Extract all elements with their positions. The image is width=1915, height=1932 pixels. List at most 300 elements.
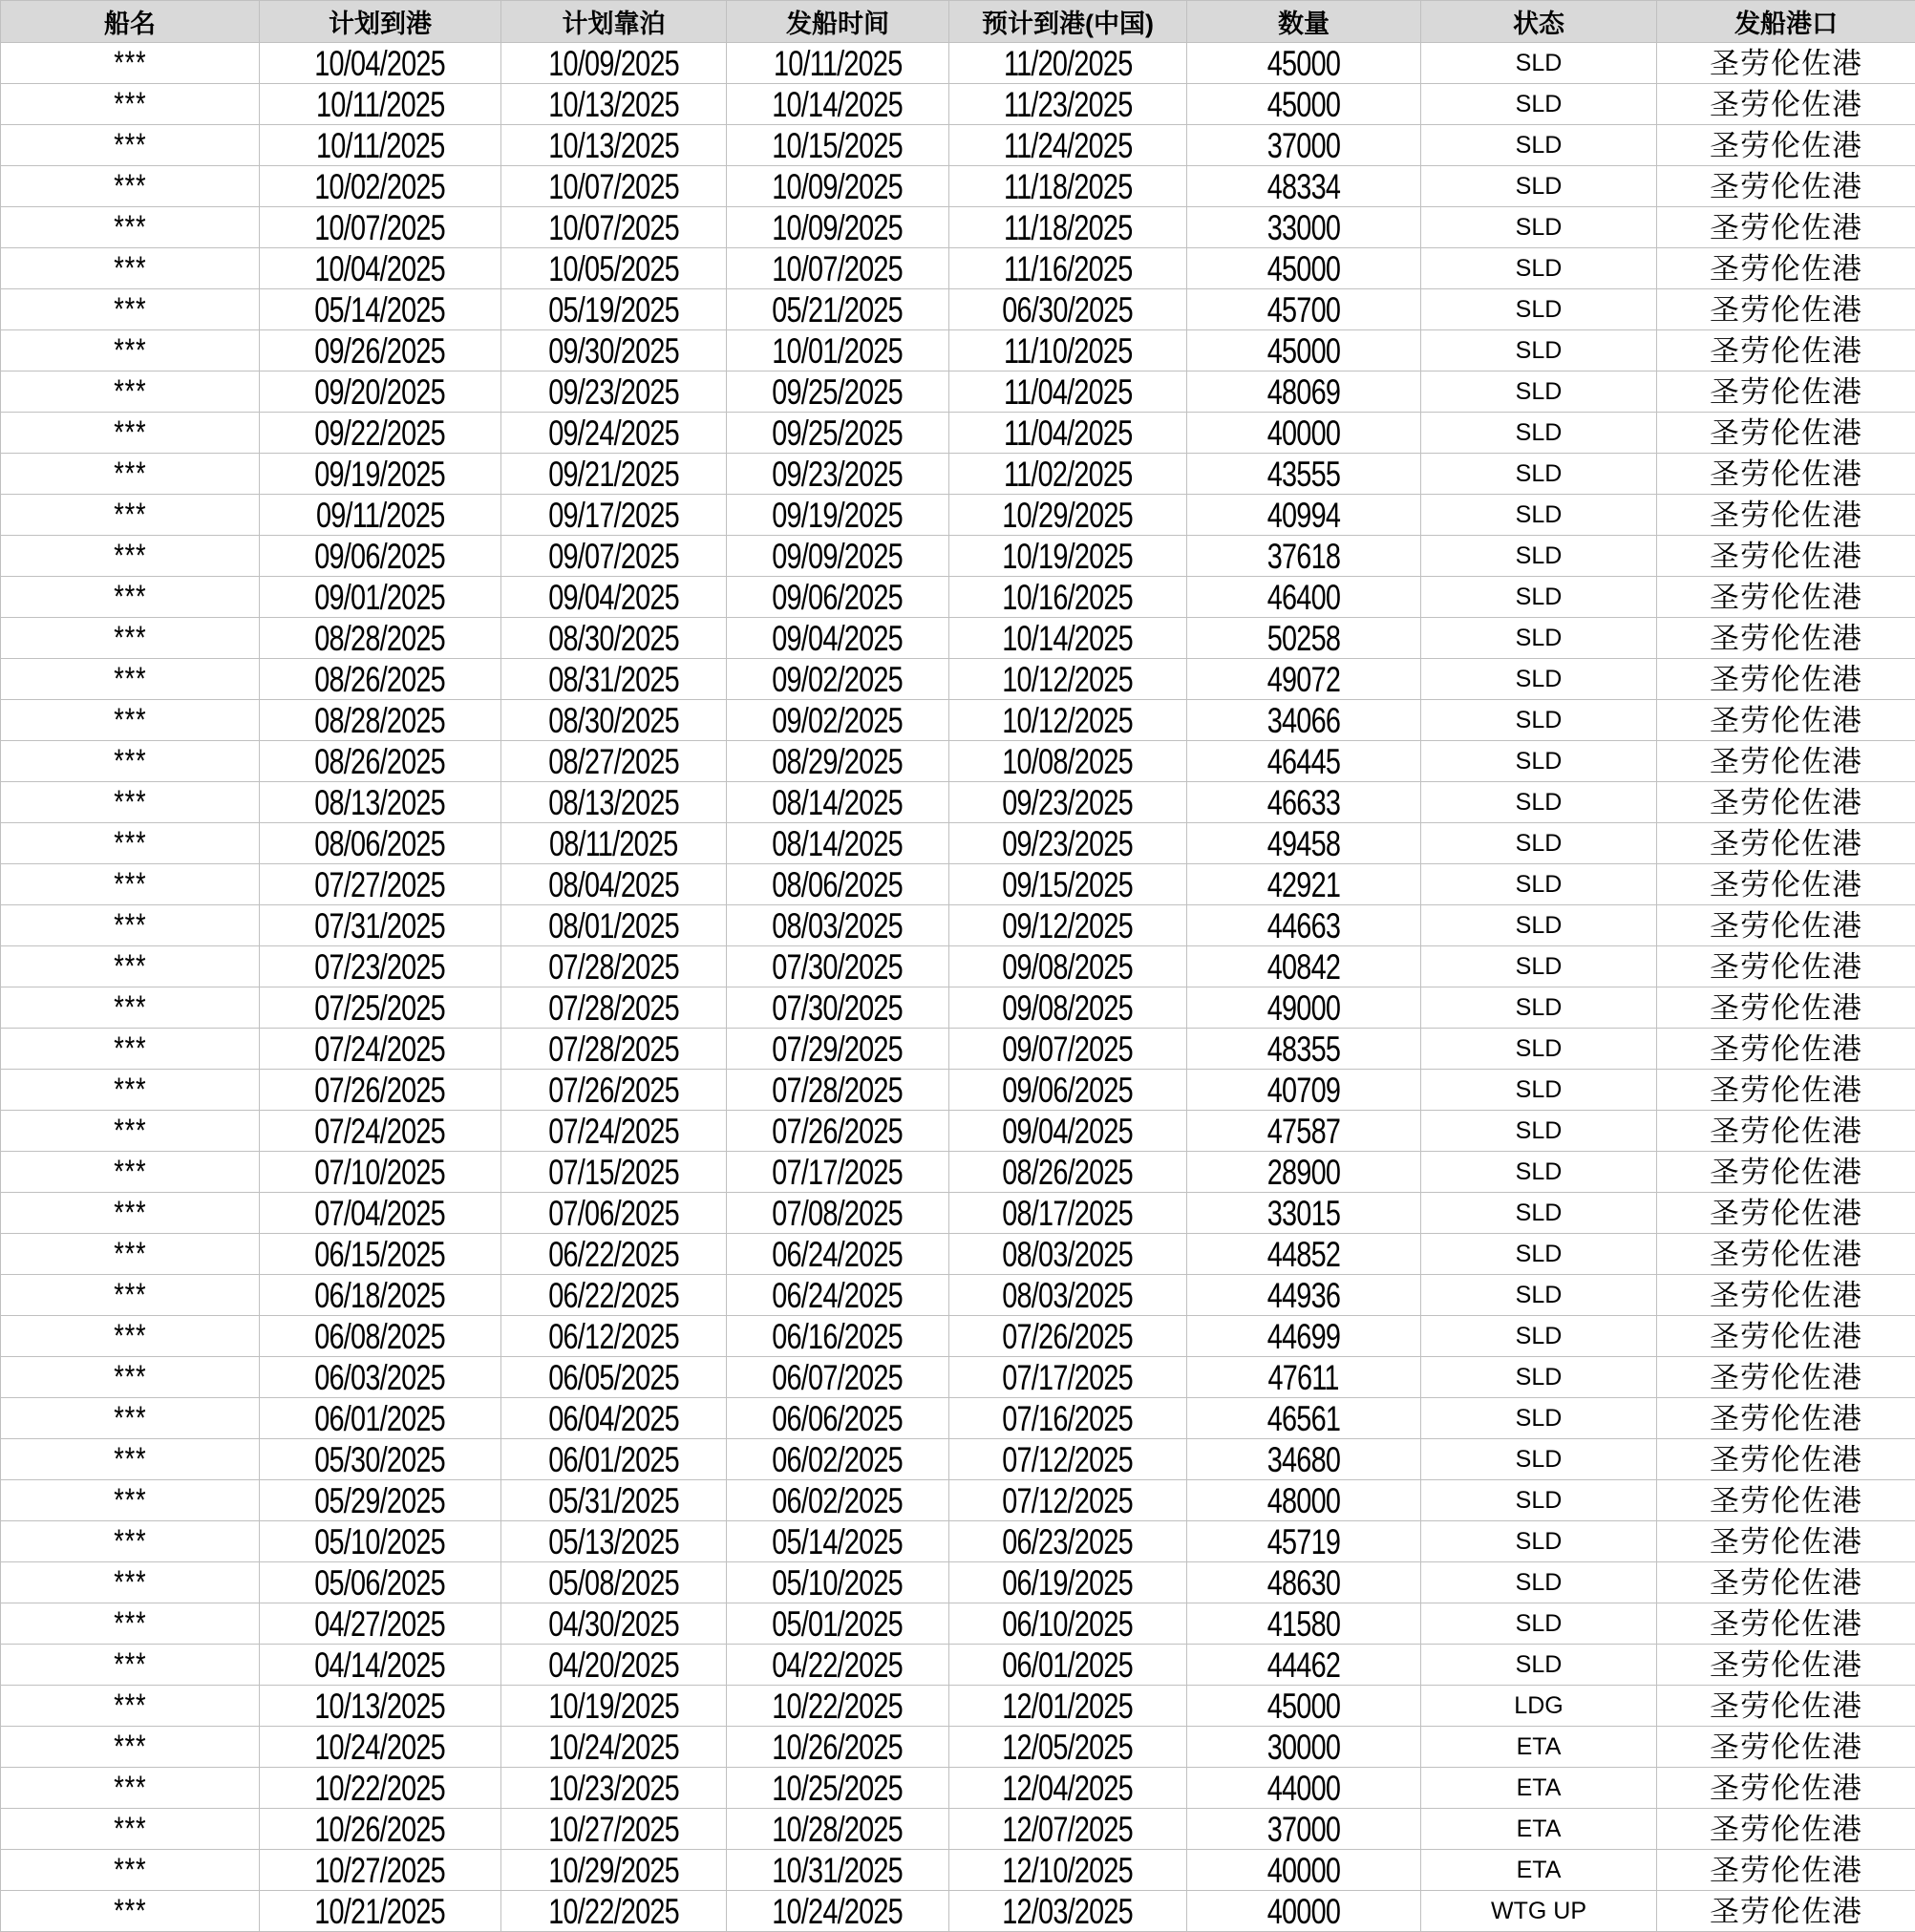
cell-text: SLD bbox=[1515, 1240, 1563, 1267]
cell-text: *** bbox=[113, 620, 147, 656]
cell-quantity bbox=[1187, 618, 1421, 659]
cell-text: 10/22/2025 bbox=[772, 1686, 904, 1726]
cell-planned-arrival bbox=[260, 454, 501, 495]
cell-text: 44699 bbox=[1266, 1316, 1341, 1356]
cell-text: 圣劳伦佐港 bbox=[1710, 1483, 1862, 1518]
cell-quantity bbox=[1187, 659, 1421, 700]
cell-ship-name bbox=[1, 248, 260, 289]
cell-planned-berth bbox=[501, 700, 727, 741]
cell-quantity bbox=[1187, 1316, 1421, 1357]
cell-text: 40709 bbox=[1266, 1070, 1341, 1110]
cell-text: 06/06/2025 bbox=[772, 1398, 904, 1438]
cell-quantity bbox=[1187, 372, 1421, 413]
cell-ship-name bbox=[1, 207, 260, 248]
cell-eta-china bbox=[949, 1029, 1187, 1070]
cell-ship-name bbox=[1, 495, 260, 536]
cell-planned-berth bbox=[501, 1111, 727, 1152]
cell-text: 45000 bbox=[1266, 248, 1341, 288]
cell-text: 07/26/2025 bbox=[772, 1111, 904, 1151]
cell-text: 07/16/2025 bbox=[1002, 1398, 1134, 1438]
cell-text: 07/26/2025 bbox=[314, 1070, 446, 1110]
cell-ship-name bbox=[1, 289, 260, 330]
cell-text: SLD bbox=[1515, 870, 1563, 898]
cell-ship-name bbox=[1, 1316, 260, 1357]
cell-eta-china bbox=[949, 330, 1187, 372]
cell-planned-arrival bbox=[260, 495, 501, 536]
cell-departure-port bbox=[1657, 1193, 1915, 1234]
column-header-quantity: 数量 bbox=[1187, 1, 1421, 43]
cell-eta-china bbox=[949, 864, 1187, 905]
cell-text: 09/23/2025 bbox=[1002, 782, 1134, 822]
cell-text: SLD bbox=[1515, 500, 1563, 528]
cell-planned-arrival bbox=[260, 905, 501, 946]
table-row bbox=[1, 330, 1915, 372]
cell-text: 圣劳伦佐港 bbox=[1710, 1565, 1862, 1600]
cell-text: 37618 bbox=[1266, 536, 1341, 576]
cell-text: 07/24/2025 bbox=[548, 1111, 679, 1151]
cell-status bbox=[1421, 1111, 1657, 1152]
cell-quantity bbox=[1187, 741, 1421, 782]
cell-text: SLD bbox=[1515, 1199, 1563, 1226]
cell-quantity bbox=[1187, 577, 1421, 618]
cell-text: 圣劳伦佐港 bbox=[1710, 1031, 1862, 1066]
cell-text: 10/04/2025 bbox=[314, 43, 446, 83]
cell-departure-port bbox=[1657, 700, 1915, 741]
cell-text: 09/17/2025 bbox=[548, 495, 679, 535]
cell-text: *** bbox=[113, 168, 147, 204]
cell-text: 46445 bbox=[1266, 741, 1341, 781]
cell-text: 10/08/2025 bbox=[1002, 741, 1134, 781]
cell-planned-berth bbox=[501, 413, 727, 454]
cell-planned-arrival bbox=[260, 125, 501, 166]
cell-departure-port bbox=[1657, 1768, 1915, 1809]
cell-ship-name bbox=[1, 1768, 260, 1809]
cell-eta-china bbox=[949, 495, 1187, 536]
cell-departure-port bbox=[1657, 1070, 1915, 1111]
cell-text: 10/24/2025 bbox=[772, 1891, 904, 1931]
cell-text: 圣劳伦佐港 bbox=[1710, 128, 1862, 162]
cell-text: 07/28/2025 bbox=[548, 987, 679, 1028]
cell-text: SLD bbox=[1515, 172, 1563, 200]
cell-departure-date bbox=[727, 166, 949, 207]
cell-text: SLD bbox=[1515, 459, 1563, 487]
cell-text: 10/26/2025 bbox=[314, 1809, 446, 1849]
cell-status bbox=[1421, 207, 1657, 248]
cell-status bbox=[1421, 495, 1657, 536]
cell-departure-date bbox=[727, 741, 949, 782]
cell-planned-arrival bbox=[260, 1562, 501, 1603]
cell-text: *** bbox=[113, 45, 147, 81]
cell-planned-berth bbox=[501, 823, 727, 864]
cell-text: 10/09/2025 bbox=[548, 43, 679, 83]
cell-status bbox=[1421, 330, 1657, 372]
cell-planned-berth bbox=[501, 43, 727, 84]
cell-planned-berth bbox=[501, 248, 727, 289]
cell-ship-name bbox=[1, 823, 260, 864]
cell-planned-arrival bbox=[260, 1070, 501, 1111]
cell-status bbox=[1421, 1603, 1657, 1645]
cell-text: 28900 bbox=[1266, 1152, 1341, 1192]
cell-departure-date bbox=[727, 207, 949, 248]
cell-ship-name bbox=[1, 864, 260, 905]
cell-text: 10/13/2025 bbox=[548, 125, 679, 165]
cell-ship-name bbox=[1, 1809, 260, 1850]
cell-text: 09/19/2025 bbox=[314, 454, 446, 494]
table-row bbox=[1, 1398, 1915, 1439]
cell-planned-arrival bbox=[260, 618, 501, 659]
cell-status bbox=[1421, 1070, 1657, 1111]
cell-text: 10/23/2025 bbox=[548, 1768, 679, 1808]
table-body bbox=[1, 43, 1915, 1932]
cell-text: 46633 bbox=[1266, 782, 1341, 822]
cell-planned-arrival bbox=[260, 1316, 501, 1357]
cell-text: 08/28/2025 bbox=[314, 700, 446, 740]
cell-planned-berth bbox=[501, 84, 727, 125]
cell-planned-arrival bbox=[260, 1029, 501, 1070]
cell-quantity bbox=[1187, 782, 1421, 823]
cell-text: 06/18/2025 bbox=[314, 1275, 446, 1315]
cell-text: 06/22/2025 bbox=[548, 1275, 679, 1315]
cell-eta-china bbox=[949, 700, 1187, 741]
cell-status bbox=[1421, 1562, 1657, 1603]
cell-text: SLD bbox=[1515, 1281, 1563, 1308]
table-row bbox=[1, 946, 1915, 987]
cell-text: SLD bbox=[1515, 1609, 1563, 1637]
cell-text: 10/27/2025 bbox=[548, 1809, 679, 1849]
cell-text: *** bbox=[113, 414, 147, 451]
cell-text: 07/24/2025 bbox=[314, 1029, 446, 1069]
cell-text: *** bbox=[113, 1195, 147, 1231]
cell-planned-berth bbox=[501, 1521, 727, 1562]
cell-eta-china bbox=[949, 207, 1187, 248]
cell-planned-arrival bbox=[260, 782, 501, 823]
cell-ship-name bbox=[1, 1521, 260, 1562]
cell-text: SLD bbox=[1515, 418, 1563, 446]
cell-planned-berth bbox=[501, 372, 727, 413]
cell-text: 09/06/2025 bbox=[772, 577, 904, 617]
cell-departure-date bbox=[727, 700, 949, 741]
cell-planned-berth bbox=[501, 1480, 727, 1521]
cell-text: 圣劳伦佐港 bbox=[1710, 46, 1862, 80]
cell-text: 11/02/2025 bbox=[1003, 454, 1133, 494]
table-row bbox=[1, 1275, 1915, 1316]
cell-text: *** bbox=[113, 1770, 147, 1806]
cell-status bbox=[1421, 84, 1657, 125]
cell-status bbox=[1421, 864, 1657, 905]
cell-text: 圣劳伦佐港 bbox=[1710, 1319, 1862, 1353]
cell-text: 圣劳伦佐港 bbox=[1710, 1155, 1862, 1189]
cell-departure-port bbox=[1657, 1727, 1915, 1768]
cell-ship-name bbox=[1, 1275, 260, 1316]
cell-text: 09/04/2025 bbox=[548, 577, 679, 617]
cell-text: 06/24/2025 bbox=[772, 1234, 904, 1274]
cell-departure-port bbox=[1657, 166, 1915, 207]
cell-planned-arrival bbox=[260, 1275, 501, 1316]
cell-text: *** bbox=[113, 1318, 147, 1354]
cell-planned-arrival bbox=[260, 248, 501, 289]
cell-text: 40000 bbox=[1266, 1850, 1341, 1890]
cell-text: 05/29/2025 bbox=[314, 1480, 446, 1520]
cell-departure-date bbox=[727, 248, 949, 289]
cell-text: 07/25/2025 bbox=[314, 987, 446, 1028]
cell-quantity bbox=[1187, 1111, 1421, 1152]
cell-text: 08/27/2025 bbox=[548, 741, 679, 781]
cell-text: ETA bbox=[1516, 1815, 1562, 1842]
cell-text: ETA bbox=[1516, 1856, 1562, 1883]
cell-text: 05/01/2025 bbox=[772, 1603, 904, 1644]
cell-text: 07/28/2025 bbox=[772, 1070, 904, 1110]
cell-ship-name bbox=[1, 84, 260, 125]
cell-planned-arrival bbox=[260, 1193, 501, 1234]
cell-planned-arrival bbox=[260, 1891, 501, 1932]
cell-text: 10/22/2025 bbox=[548, 1891, 679, 1931]
cell-departure-date bbox=[727, 84, 949, 125]
cell-planned-arrival bbox=[260, 946, 501, 987]
table-row bbox=[1, 659, 1915, 700]
cell-departure-port bbox=[1657, 248, 1915, 289]
cell-text: 12/07/2025 bbox=[1002, 1809, 1134, 1849]
cell-text: SLD bbox=[1515, 49, 1563, 76]
cell-text: 40000 bbox=[1266, 413, 1341, 453]
cell-ship-name bbox=[1, 1439, 260, 1480]
cell-text: 50258 bbox=[1266, 618, 1341, 658]
cell-quantity bbox=[1187, 413, 1421, 454]
cell-text: 06/10/2025 bbox=[1002, 1603, 1134, 1644]
cell-status bbox=[1421, 1768, 1657, 1809]
cell-quantity bbox=[1187, 495, 1421, 536]
cell-text: 10/07/2025 bbox=[548, 207, 679, 247]
cell-eta-china bbox=[949, 372, 1187, 413]
cell-text: 09/23/2025 bbox=[772, 454, 904, 494]
cell-eta-china bbox=[949, 125, 1187, 166]
cell-text: 圣劳伦佐港 bbox=[1710, 826, 1862, 860]
cell-text: SLD bbox=[1515, 788, 1563, 816]
table-row bbox=[1, 1891, 1915, 1932]
cell-text: 11/24/2025 bbox=[1003, 125, 1133, 165]
cell-text: 10/12/2025 bbox=[1002, 659, 1134, 699]
cell-text: 07/26/2025 bbox=[548, 1070, 679, 1110]
cell-ship-name bbox=[1, 1193, 260, 1234]
cell-text: 11/23/2025 bbox=[1003, 84, 1133, 124]
cell-text: 10/29/2025 bbox=[548, 1850, 679, 1890]
cell-status bbox=[1421, 536, 1657, 577]
cell-ship-name bbox=[1, 1686, 260, 1727]
cell-text: 49000 bbox=[1266, 987, 1341, 1028]
cell-planned-arrival bbox=[260, 1439, 501, 1480]
cell-departure-date bbox=[727, 1645, 949, 1686]
cell-planned-arrival bbox=[260, 1645, 501, 1686]
cell-departure-port bbox=[1657, 1686, 1915, 1727]
cell-departure-date bbox=[727, 659, 949, 700]
cell-eta-china bbox=[949, 659, 1187, 700]
cell-departure-port bbox=[1657, 454, 1915, 495]
cell-status bbox=[1421, 700, 1657, 741]
cell-eta-china bbox=[949, 536, 1187, 577]
cell-planned-arrival bbox=[260, 1727, 501, 1768]
cell-text: 49072 bbox=[1266, 659, 1341, 699]
cell-departure-date bbox=[727, 536, 949, 577]
table-row bbox=[1, 1439, 1915, 1480]
cell-text: 34066 bbox=[1266, 700, 1341, 740]
cell-text: 09/19/2025 bbox=[772, 495, 904, 535]
cell-eta-china bbox=[949, 1234, 1187, 1275]
table-row bbox=[1, 782, 1915, 823]
cell-departure-date bbox=[727, 1111, 949, 1152]
cell-text: 44000 bbox=[1266, 1768, 1341, 1808]
cell-text: 11/10/2025 bbox=[1003, 330, 1133, 371]
cell-text: 07/31/2025 bbox=[314, 905, 446, 945]
cell-text: 圣劳伦佐港 bbox=[1710, 251, 1862, 286]
cell-text: 圣劳伦佐港 bbox=[1710, 744, 1862, 778]
cell-text: *** bbox=[113, 1113, 147, 1149]
cell-status bbox=[1421, 1480, 1657, 1521]
cell-text: 10/24/2025 bbox=[548, 1727, 679, 1767]
table-row bbox=[1, 1809, 1915, 1850]
cell-planned-arrival bbox=[260, 166, 501, 207]
table-row bbox=[1, 1686, 1915, 1727]
cell-quantity bbox=[1187, 166, 1421, 207]
cell-text: 10/29/2025 bbox=[1002, 495, 1134, 535]
cell-text: 09/08/2025 bbox=[1002, 946, 1134, 987]
cell-quantity bbox=[1187, 1521, 1421, 1562]
cell-text: 10/24/2025 bbox=[314, 1727, 446, 1767]
cell-planned-arrival bbox=[260, 864, 501, 905]
cell-planned-arrival bbox=[260, 1521, 501, 1562]
cell-text: SLD bbox=[1515, 1568, 1563, 1596]
table-row bbox=[1, 1850, 1915, 1891]
cell-eta-china bbox=[949, 905, 1187, 946]
cell-text: 07/23/2025 bbox=[314, 946, 446, 987]
cell-quantity bbox=[1187, 1152, 1421, 1193]
cell-text: 12/01/2025 bbox=[1002, 1686, 1134, 1726]
cell-status bbox=[1421, 43, 1657, 84]
cell-text: 圣劳伦佐港 bbox=[1710, 1237, 1862, 1271]
cell-eta-china bbox=[949, 289, 1187, 330]
cell-departure-date bbox=[727, 330, 949, 372]
cell-text: 圣劳伦佐港 bbox=[1710, 1606, 1862, 1641]
cell-text: 11/18/2025 bbox=[1003, 207, 1133, 247]
cell-text: 10/31/2025 bbox=[772, 1850, 904, 1890]
cell-eta-china bbox=[949, 946, 1187, 987]
cell-text: 10/02/2025 bbox=[314, 166, 446, 206]
cell-eta-china bbox=[949, 618, 1187, 659]
cell-text: 10/27/2025 bbox=[314, 1850, 446, 1890]
cell-quantity bbox=[1187, 700, 1421, 741]
cell-text: 07/28/2025 bbox=[548, 946, 679, 987]
cell-quantity bbox=[1187, 987, 1421, 1029]
cell-planned-berth bbox=[501, 946, 727, 987]
cell-text: 04/30/2025 bbox=[548, 1603, 679, 1644]
cell-departure-port bbox=[1657, 1809, 1915, 1850]
cell-planned-berth bbox=[501, 618, 727, 659]
cell-text: 圣劳伦佐港 bbox=[1710, 210, 1862, 244]
cell-planned-berth bbox=[501, 1029, 727, 1070]
cell-departure-date bbox=[727, 1521, 949, 1562]
cell-departure-port bbox=[1657, 207, 1915, 248]
cell-text: 07/08/2025 bbox=[772, 1193, 904, 1233]
cell-text: 圣劳伦佐港 bbox=[1710, 1196, 1862, 1230]
cell-planned-berth bbox=[501, 659, 727, 700]
cell-text: 圣劳伦佐港 bbox=[1710, 415, 1862, 450]
table-row bbox=[1, 741, 1915, 782]
cell-text: 10/28/2025 bbox=[772, 1809, 904, 1849]
cell-ship-name bbox=[1, 577, 260, 618]
cell-quantity bbox=[1187, 905, 1421, 946]
cell-text: 46561 bbox=[1266, 1398, 1341, 1438]
cell-text: 06/02/2025 bbox=[772, 1439, 904, 1479]
cell-ship-name bbox=[1, 536, 260, 577]
cell-quantity bbox=[1187, 1357, 1421, 1398]
cell-departure-date bbox=[727, 1768, 949, 1809]
cell-text: 48069 bbox=[1266, 372, 1341, 412]
cell-departure-port bbox=[1657, 1603, 1915, 1645]
cell-status bbox=[1421, 454, 1657, 495]
cell-eta-china bbox=[949, 1850, 1187, 1891]
cell-eta-china bbox=[949, 1111, 1187, 1152]
cell-text: 09/23/2025 bbox=[548, 372, 679, 412]
cell-quantity bbox=[1187, 1727, 1421, 1768]
cell-planned-berth bbox=[501, 1152, 727, 1193]
cell-text: SLD bbox=[1515, 911, 1563, 939]
cell-departure-date bbox=[727, 413, 949, 454]
cell-status bbox=[1421, 618, 1657, 659]
cell-ship-name bbox=[1, 43, 260, 84]
cell-planned-berth bbox=[501, 207, 727, 248]
cell-text: SLD bbox=[1515, 541, 1563, 569]
cell-planned-berth bbox=[501, 905, 727, 946]
table-row bbox=[1, 1152, 1915, 1193]
cell-text: *** bbox=[113, 1236, 147, 1272]
cell-text: 12/04/2025 bbox=[1002, 1768, 1134, 1808]
cell-text: 07/10/2025 bbox=[314, 1152, 446, 1192]
cell-ship-name bbox=[1, 1727, 260, 1768]
cell-text: 11/16/2025 bbox=[1003, 248, 1133, 288]
cell-status bbox=[1421, 289, 1657, 330]
cell-text: 10/07/2025 bbox=[548, 166, 679, 206]
cell-text: SLD bbox=[1515, 1034, 1563, 1062]
table-row bbox=[1, 577, 1915, 618]
cell-quantity bbox=[1187, 823, 1421, 864]
cell-status bbox=[1421, 577, 1657, 618]
cell-quantity bbox=[1187, 1686, 1421, 1727]
cell-ship-name bbox=[1, 987, 260, 1029]
cell-text: 06/03/2025 bbox=[314, 1357, 446, 1397]
cell-text: 04/27/2025 bbox=[314, 1603, 446, 1644]
cell-text: 09/09/2025 bbox=[772, 536, 904, 576]
table-row bbox=[1, 1234, 1915, 1275]
cell-text: 05/31/2025 bbox=[548, 1480, 679, 1520]
cell-text: SLD bbox=[1515, 213, 1563, 241]
cell-departure-date bbox=[727, 1234, 949, 1275]
cell-ship-name bbox=[1, 700, 260, 741]
cell-text: *** bbox=[113, 1441, 147, 1477]
cell-departure-port bbox=[1657, 1029, 1915, 1070]
cell-eta-china bbox=[949, 1398, 1187, 1439]
cell-ship-name bbox=[1, 1891, 260, 1932]
cell-departure-date bbox=[727, 1603, 949, 1645]
cell-text: 05/10/2025 bbox=[314, 1521, 446, 1561]
cell-text: 06/22/2025 bbox=[548, 1234, 679, 1274]
cell-text: *** bbox=[113, 291, 147, 328]
cell-quantity bbox=[1187, 84, 1421, 125]
cell-departure-port bbox=[1657, 495, 1915, 536]
cell-text: 07/17/2025 bbox=[772, 1152, 904, 1192]
cell-text: 45000 bbox=[1266, 1686, 1341, 1726]
cell-ship-name bbox=[1, 166, 260, 207]
cell-departure-port bbox=[1657, 782, 1915, 823]
cell-planned-arrival bbox=[260, 1152, 501, 1193]
cell-text: 圣劳伦佐港 bbox=[1710, 333, 1862, 368]
